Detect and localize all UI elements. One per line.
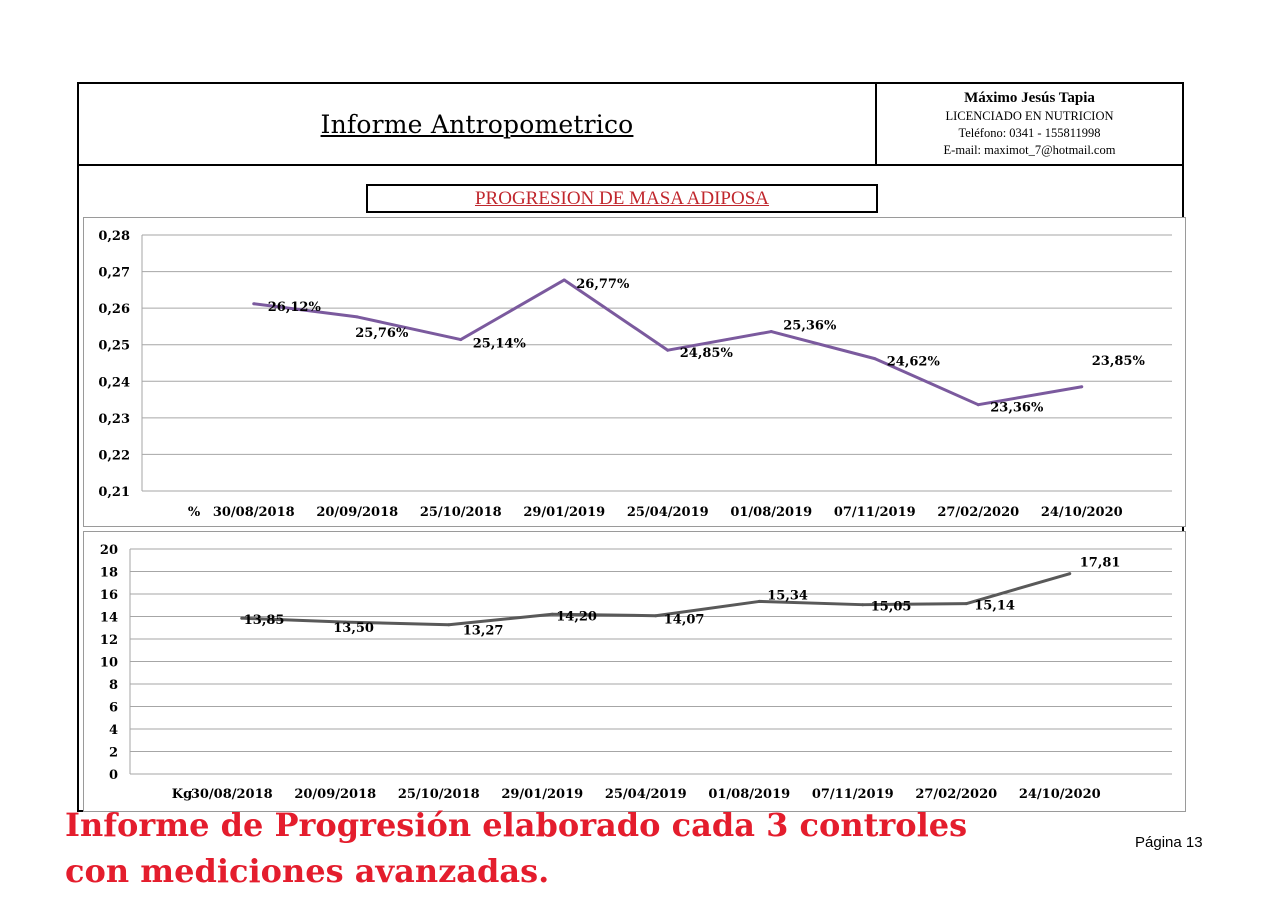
report-header bbox=[79, 84, 1182, 166]
data-label: 25,36% bbox=[783, 318, 837, 334]
report-title: Informe Antropometrico bbox=[320, 109, 634, 139]
page-number: Página 13 bbox=[1135, 834, 1203, 851]
x-tick-label: 20/09/2018 bbox=[316, 505, 399, 520]
y-tick-label: 6 bbox=[108, 700, 118, 716]
section-title: PROGRESION DE MASA ADIPOSA bbox=[474, 187, 770, 209]
x-tick-label: 25/10/2018 bbox=[419, 505, 502, 520]
data-point bbox=[965, 602, 968, 605]
x-tick-label: 25/10/2018 bbox=[397, 787, 480, 802]
x-tick-label: 20/09/2018 bbox=[294, 787, 377, 802]
section-title-box bbox=[366, 184, 878, 213]
data-point bbox=[356, 315, 359, 318]
data-label: 15,34 bbox=[767, 588, 808, 604]
x-tick-label: 01/08/2019 bbox=[730, 505, 813, 520]
y-tick-label: 2 bbox=[108, 745, 118, 761]
data-label: 25,76% bbox=[355, 325, 409, 341]
data-label: 15,05 bbox=[870, 599, 912, 615]
contact-name: Máximo Jesús Tapia bbox=[964, 90, 1095, 106]
y-tick-label: 18 bbox=[99, 565, 118, 581]
x-tick-label: 24/10/2020 bbox=[1018, 787, 1101, 802]
y-tick-label: 20 bbox=[99, 543, 118, 558]
data-label: 13,50 bbox=[333, 621, 374, 637]
data-label: 15,14 bbox=[974, 598, 1015, 614]
x-axis-label: Kg bbox=[171, 787, 193, 802]
contact-role: LICENCIADO EN NUTRICION bbox=[945, 109, 1114, 123]
footer-note: Informe de Progresión elaborado cada 3 controles con mediciones avanzadas. bbox=[65, 806, 968, 890]
x-tick-label: 27/02/2020 bbox=[937, 505, 1020, 520]
data-label: 13,85 bbox=[243, 613, 285, 629]
y-tick-label: 14 bbox=[99, 610, 118, 626]
data-label: 14,20 bbox=[556, 609, 597, 625]
y-tick-label: 12 bbox=[99, 633, 118, 648]
report-frame bbox=[77, 82, 1184, 812]
data-point bbox=[770, 330, 773, 333]
data-label: 25,14% bbox=[472, 336, 526, 352]
data-point bbox=[1068, 572, 1071, 575]
data-point bbox=[977, 403, 980, 406]
data-point bbox=[447, 623, 450, 626]
data-point bbox=[654, 614, 657, 617]
data-point bbox=[861, 603, 864, 606]
y-tick-label: 0,22 bbox=[98, 448, 130, 464]
data-point bbox=[551, 613, 554, 616]
y-tick-label: 0,25 bbox=[98, 338, 130, 354]
y-tick-label: 8 bbox=[108, 678, 118, 693]
x-tick-label: 30/08/2018 bbox=[212, 505, 295, 520]
y-tick-label: 0,21 bbox=[98, 485, 130, 500]
contact-phone: Teléfono: 0341 - 155811998 bbox=[958, 126, 1101, 140]
data-label: 24,62% bbox=[886, 354, 940, 370]
y-tick-label: 10 bbox=[99, 655, 118, 671]
x-tick-label: 30/08/2018 bbox=[190, 787, 273, 802]
fat-mass-kg-chart-panel bbox=[83, 531, 1186, 812]
contact-block bbox=[877, 84, 1182, 164]
data-label: 23,85% bbox=[1091, 353, 1145, 369]
data-point bbox=[252, 302, 255, 305]
data-point bbox=[666, 349, 669, 352]
data-point bbox=[459, 338, 462, 341]
fat-mass-kg-chart bbox=[84, 532, 1185, 811]
contact-email: E-mail: maximot_7@hotmail.com bbox=[943, 143, 1116, 157]
x-tick-label: 07/11/2019 bbox=[811, 787, 894, 802]
y-tick-label: 0,26 bbox=[98, 302, 130, 318]
y-tick-label: 0,23 bbox=[98, 411, 130, 427]
data-label: 14,07 bbox=[663, 612, 705, 628]
header-title-cell bbox=[79, 84, 877, 164]
x-tick-label: 07/11/2019 bbox=[833, 505, 916, 520]
y-tick-label: 0,28 bbox=[98, 229, 130, 244]
x-tick-label: 01/08/2019 bbox=[708, 787, 791, 802]
x-tick-label: 25/04/2019 bbox=[626, 505, 709, 520]
x-tick-label: 27/02/2020 bbox=[915, 787, 998, 802]
data-label: 26,12% bbox=[267, 299, 321, 315]
y-tick-label: 0,24 bbox=[98, 375, 130, 391]
data-point bbox=[873, 357, 876, 360]
x-tick-label: 24/10/2020 bbox=[1040, 505, 1123, 520]
y-tick-label: 16 bbox=[99, 588, 118, 603]
fat-percentage-chart-panel bbox=[83, 217, 1186, 527]
x-tick-label: 25/04/2019 bbox=[604, 787, 687, 802]
data-label: 23,36% bbox=[990, 400, 1044, 416]
data-label: 24,85% bbox=[679, 346, 733, 362]
series-line bbox=[254, 280, 1082, 405]
x-tick-label: 29/01/2019 bbox=[523, 505, 606, 520]
x-axis-label: % bbox=[187, 505, 201, 520]
data-point bbox=[758, 600, 761, 603]
data-point bbox=[1080, 385, 1083, 388]
data-label: 26,77% bbox=[576, 276, 630, 292]
data-label: 13,27 bbox=[462, 623, 504, 639]
fat-percentage-chart bbox=[84, 218, 1185, 526]
y-tick-label: 0,27 bbox=[98, 265, 130, 281]
data-label: 17,81 bbox=[1079, 555, 1121, 571]
y-tick-label: 4 bbox=[108, 723, 118, 738]
data-point bbox=[563, 278, 566, 281]
x-tick-label: 29/01/2019 bbox=[501, 787, 584, 802]
y-tick-label: 0 bbox=[108, 768, 118, 783]
